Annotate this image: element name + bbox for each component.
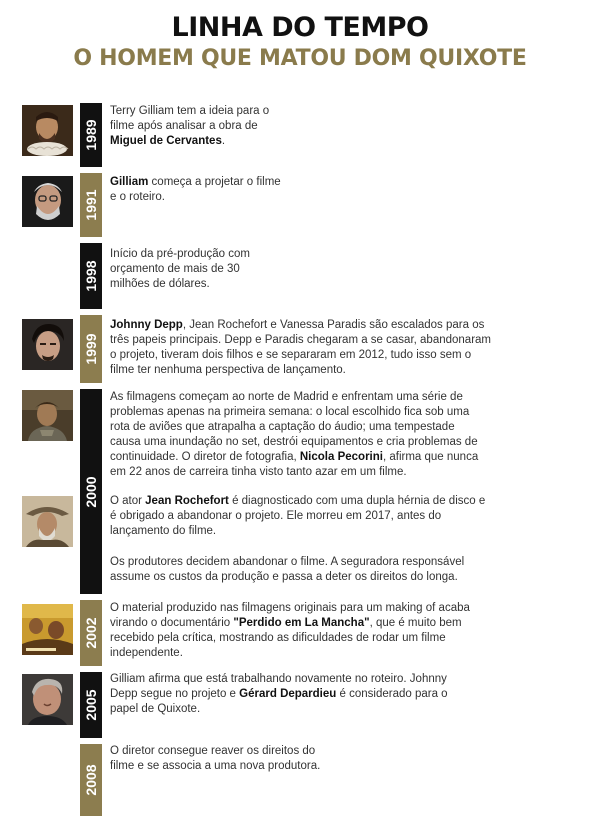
year-label-1989: 1989: [83, 119, 99, 151]
event-1991-text: Gilliam começa a projetar o filme e o roteiro.: [110, 176, 281, 203]
depp-portrait-image: [22, 319, 73, 370]
event-2000-text-2: O ator Jean Rochefort é diagnosticado com uma dupla hérnia de disco e é obrigado a abandonar o projeto. Ele morreu em 2017, antes do lançamento do filme.: [110, 495, 486, 537]
event-1989-text: Terry Gilliam tem a ideia para o filme após analisar a obra de Miguel de Cervantes.: [110, 105, 270, 147]
event-2000-text-3: Os produtores decidem abandonar o filme. A seguradora responsável assume os custos da produção e passa a deter os direitos do longa.: [110, 556, 465, 583]
timeline-segment-1989: [80, 103, 102, 167]
year-label-2002: 2002: [83, 617, 99, 649]
year-label-1991: 1991: [83, 189, 99, 221]
timeline-segment-2008: [80, 744, 102, 816]
event-2005-text: Gilliam afirma que está trabalhando novamente no roteiro. Johnny Depp segue no projeto e Gérard Depardieu é considerado para o papel de Quixote.: [110, 673, 448, 715]
cervantes-portrait-image: [22, 105, 73, 156]
event-2000-text-1: As filmagens começam ao norte de Madrid e enfrentam uma série de problemas apenas na primeira semana: o local escolhido fica sob uma rota de aviões que atrapalha a captação do áudio; uma tempestade causa uma inundação no set, destrói equipamentos e cria problemas de continuidade. O diretor de fotografia, Nicola Pecorini, afirma que nunca em 22 anos de carreira tinha visto tanto azar em um filme.: [110, 391, 479, 478]
event-2008-text: O diretor consegue reaver os direitos do filme e se associa a uma nova produtora.: [110, 745, 321, 772]
year-label-1998: 1998: [83, 260, 99, 292]
timeline-segment-2002: [80, 600, 102, 666]
timeline-segment-1998: [80, 243, 102, 309]
year-label-2000: 2000: [83, 475, 99, 508]
year-label-1999: 1999: [83, 333, 99, 365]
year-label-2008: 2008: [83, 764, 99, 796]
gilliam-portrait-image: [22, 176, 73, 227]
event-2002-text: O material produzido nas filmagens originais para um making of acaba virando o documentário "Perdido em La Mancha", que é muito bem recebido pela crítica, mostrando as dificuldades de rodar um filme independente.: [110, 602, 470, 659]
timeline-segment-2000: [80, 389, 102, 594]
armored-man-still-image: [22, 390, 73, 441]
lost-in-la-mancha-poster-image: [22, 604, 73, 655]
page-title: LINHA DO TEMPO: [171, 12, 429, 43]
year-label-2005: 2005: [83, 689, 99, 721]
event-1999-text: Johnny Depp, Jean Rochefort e Vanessa Paradis são escalados para os três papeis principais. Depp e Paradis chegaram a se casar, abandonaram o projeto, tiveram dois filhos e se separaram em 2012, tudo isso sem o filme ter nenhuma perspectiva de lançamento.: [110, 319, 491, 376]
page-subtitle: O HOMEM QUE MATOU DOM QUIXOTE: [73, 46, 527, 71]
depardieu-portrait-image: [22, 674, 73, 725]
timeline-segment-1991: [80, 173, 102, 237]
rochefort-portrait-image: [22, 496, 73, 547]
timeline-segment-1999: [80, 315, 102, 383]
timeline-segment-2005: [80, 672, 102, 738]
event-1998-text: Início da pré-produção com orçamento de mais de 30 milhões de dólares.: [110, 248, 250, 290]
